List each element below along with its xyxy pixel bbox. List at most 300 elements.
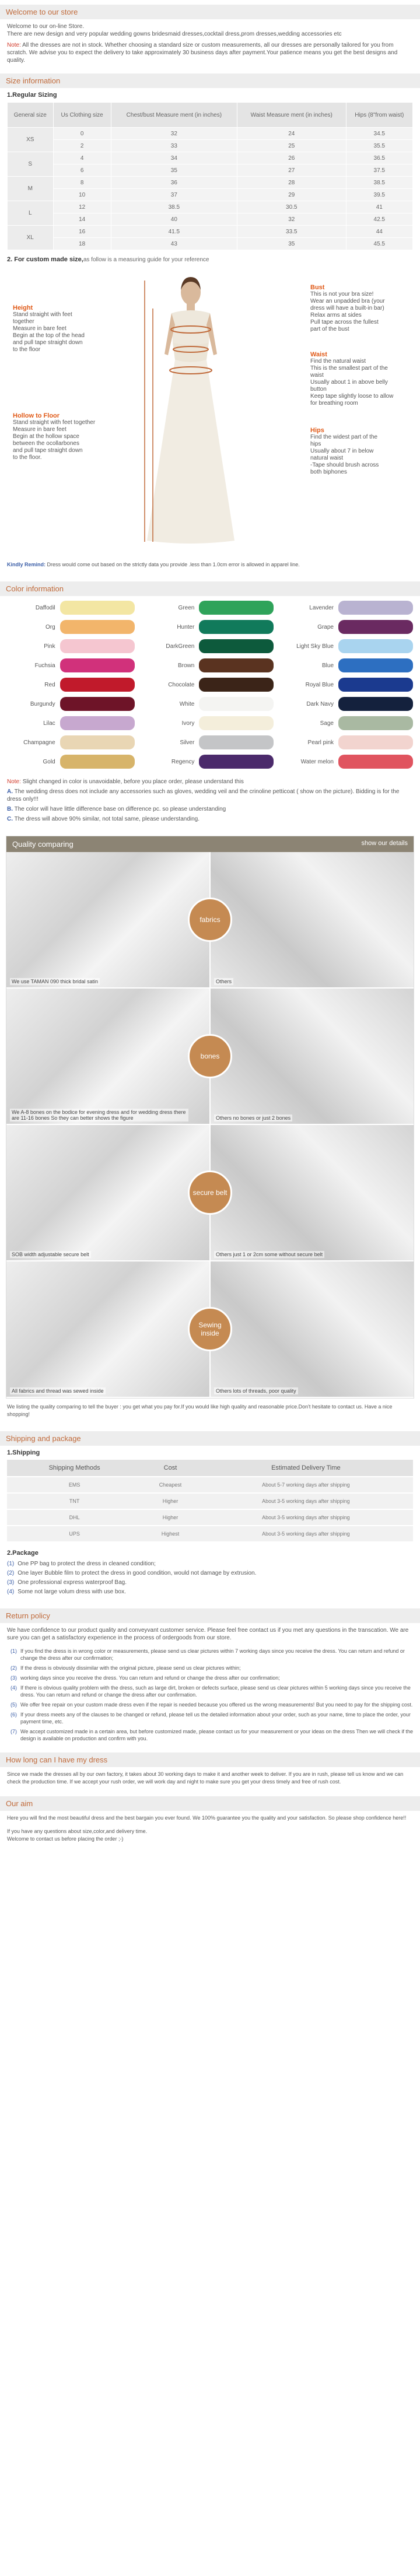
return-item-text: If there is obvious quality problem with the dress, such as large dirt, broken or defects surface, please send us clear pictures within 5 working days since you receive the dress. You can return and refund or change the dress after our confirmation. <box>20 1685 411 1698</box>
color-section <box>0 581 420 823</box>
return-section <box>0 1608 420 1742</box>
package-item <box>0 1579 420 1586</box>
color-option <box>146 716 274 730</box>
welcome-line2: There are new design and very popular wedding gowns bridesmaid dresses,cocktail dress,prom dresses,wedding accessories etc <box>7 31 342 37</box>
hips-label <box>310 427 410 476</box>
others-quality-photo <box>209 989 414 1124</box>
color-swatch <box>338 735 413 749</box>
how-long-section <box>0 1753 420 1786</box>
color-swatch <box>60 639 135 653</box>
color-swatch <box>60 658 135 672</box>
color-name: Daffodil <box>35 604 55 611</box>
package-item-text: One PP bag to protect the dress in cleaned condition; <box>18 1561 156 1567</box>
color-option <box>146 620 274 634</box>
shipping-row <box>7 1526 413 1541</box>
height-title: Height <box>13 304 33 311</box>
size-value-cell: 33 <box>111 140 237 152</box>
package-item-text: One layer Bubble film to protect the dress in good condition, would not damage by extrusion. <box>18 1570 257 1576</box>
package-item-text: Some not large volum dress with use box. <box>18 1589 126 1595</box>
color-swatch <box>199 716 274 730</box>
waist-label <box>310 351 415 407</box>
size-header: General size <box>8 103 54 128</box>
color-name: Silver <box>180 739 195 746</box>
kindly-remind-label: Kindly Remind: <box>7 562 46 567</box>
color-name: Ivory <box>181 720 195 727</box>
bust-label <box>310 284 410 333</box>
return-item <box>0 1701 420 1708</box>
height-line: Measure in bare feet <box>13 325 66 332</box>
size-row <box>8 189 413 201</box>
quality-box <box>6 836 414 1399</box>
color-option <box>285 678 413 692</box>
size-row <box>8 128 413 140</box>
return-list <box>0 1648 420 1742</box>
shipping-header: Shipping Methods <box>7 1460 142 1477</box>
color-swatch <box>60 601 135 615</box>
color-swatch <box>60 678 135 692</box>
size-value-cell: 36 <box>111 177 237 189</box>
color-swatch <box>199 755 274 769</box>
color-swatch <box>199 601 274 615</box>
size-header: Waist Measure ment (in inches) <box>237 103 346 128</box>
height-line: Stand straight with feet together <box>13 311 72 325</box>
point-c-text: The dress will above 90% similar, not total same, please understanding. <box>14 816 200 822</box>
quality-row <box>6 989 414 1125</box>
quality-header <box>6 836 414 852</box>
size-value-cell: 10 <box>53 189 111 201</box>
bust-line: Wear an unpadded bra (your <box>310 298 385 304</box>
quality-badge: Sewing inside <box>188 1307 232 1351</box>
our-quality-caption: We A-8 bones on the bodice for evening dress and for wedding dress there are 11-16 bones So they can better shows the figure <box>10 1109 188 1121</box>
color-name: Grape <box>317 623 334 630</box>
color-option <box>7 620 135 634</box>
color-option <box>146 678 274 692</box>
color-name: Hunter <box>177 623 195 630</box>
hollow-line: and pull tape straight down <box>13 447 83 454</box>
hollow-title: Hollow to Floor <box>13 412 60 419</box>
size-table <box>7 102 413 250</box>
size-value-cell: 8 <box>53 177 111 189</box>
size-value-cell: 29 <box>237 189 346 201</box>
color-swatch <box>199 697 274 711</box>
size-value-cell: 12 <box>53 201 111 213</box>
size-value-cell: 24 <box>237 128 346 140</box>
color-name: Dark Navy <box>306 700 334 707</box>
dress-figure <box>141 272 240 546</box>
color-option <box>285 735 413 749</box>
shipping-cell: About 3-5 working days after shipping <box>199 1493 413 1509</box>
color-option <box>146 735 274 749</box>
color-swatch <box>60 697 135 711</box>
quality-row <box>6 1261 414 1398</box>
package-item-number: (1) <box>7 1561 15 1567</box>
color-option <box>146 601 274 615</box>
color-option <box>7 639 135 653</box>
hips-title: Hips <box>310 427 324 434</box>
color-name: Green <box>178 604 195 611</box>
size-value-cell: 45.5 <box>346 238 412 250</box>
return-item-text: If you find the dress is in wrong color or measurements, please send us clear pictures within 7 working days since you receive the dress. You can return and refund or change the dress after our confirmation; <box>20 1648 405 1661</box>
color-swatch <box>60 755 135 769</box>
color-option <box>146 639 274 653</box>
how-long-text: Since we made the dresses all by our own factory, it takes about 30 working days to make it and another week to deliver. If you are in rush, please tell us know and we can check the production time. If we accept your rush order, we will work day and night to make sure you get your dress timely and free of rush cost. <box>7 1771 404 1785</box>
color-option <box>7 678 135 692</box>
size-header: Hips (8"from waist) <box>346 103 412 128</box>
our-quality-caption: SOB width adjustable secure belt <box>10 1251 91 1258</box>
color-swatch <box>199 658 274 672</box>
bust-line: This is not your bra size! <box>310 291 374 297</box>
color-option <box>285 697 413 711</box>
size-value-cell: 30.5 <box>237 201 346 213</box>
size-value-cell: 16 <box>53 226 111 238</box>
aim-line2: Welcome to contact us before placing the order ;-) <box>7 1836 124 1842</box>
color-note <box>0 778 420 786</box>
shipping-row <box>7 1509 413 1526</box>
hollow-line: to the floor. <box>13 454 42 461</box>
show-details-link[interactable]: show our details <box>361 840 408 847</box>
quality-badge: secure belt <box>188 1170 232 1215</box>
color-swatch <box>338 697 413 711</box>
size-value-cell: 34.5 <box>346 128 412 140</box>
color-name: Pearl pink <box>307 739 334 746</box>
height-line: to the floor <box>13 346 41 353</box>
size-row <box>8 140 413 152</box>
color-name: White <box>179 700 195 707</box>
color-name: Light Sky Blue <box>296 643 334 650</box>
shipping-cell: UPS <box>7 1526 142 1541</box>
welcome-section <box>0 0 420 64</box>
welcome-note-label: Note: <box>7 42 21 48</box>
package-item-text: One professional express waterproof Bag. <box>18 1579 127 1586</box>
color-option <box>146 755 274 769</box>
return-item <box>0 1648 420 1662</box>
shipping-header: Cost <box>142 1460 199 1477</box>
color-name: Lavender <box>309 604 334 611</box>
shipping-heading: 1.Shipping <box>7 1449 40 1456</box>
shipping-cell: EMS <box>7 1477 142 1493</box>
package-list <box>0 1560 420 1596</box>
shipping-table <box>7 1460 413 1541</box>
size-value-cell: 41 <box>346 201 412 213</box>
shipping-row <box>7 1477 413 1493</box>
color-option <box>7 716 135 730</box>
size-value-cell: 18 <box>53 238 111 250</box>
return-item-text: We offer free repair on your custom made dress even if the repair is needed because you offered us the wrong measurements! But you need to pay for the shipping cost. <box>20 1702 413 1708</box>
shipping-cell: Higher <box>142 1493 199 1509</box>
color-name: Fuchsia <box>34 662 55 669</box>
size-row <box>8 177 413 189</box>
our-quality-caption: All fabrics and thread was sewed inside <box>10 1387 106 1394</box>
regular-sizing-heading: 1.Regular Sizing <box>7 92 57 99</box>
size-value-cell: 35 <box>111 164 237 177</box>
size-cell: S <box>8 152 54 177</box>
size-title: Size information <box>0 73 420 88</box>
color-swatch <box>338 601 413 615</box>
return-item <box>0 1728 420 1742</box>
our-quality-photo <box>6 989 209 1124</box>
kindly-remind <box>0 561 420 569</box>
size-cell: XL <box>8 226 54 250</box>
hollow-label <box>13 412 100 461</box>
size-value-cell: 14 <box>53 213 111 226</box>
return-item <box>0 1711 420 1725</box>
color-swatch <box>199 639 274 653</box>
shipping-title: Shipping and package <box>0 1431 420 1446</box>
color-swatch <box>338 678 413 692</box>
return-item-number: (5) <box>10 1702 17 1708</box>
color-option <box>285 601 413 615</box>
size-row <box>8 213 413 226</box>
package-item-number: (3) <box>7 1579 15 1586</box>
color-option <box>285 620 413 634</box>
our-quality-photo <box>6 1261 209 1397</box>
size-cell: L <box>8 201 54 226</box>
color-note-label: Note: <box>7 779 21 785</box>
color-option <box>285 716 413 730</box>
size-row <box>8 201 413 213</box>
hips-line: both biphones <box>310 469 347 475</box>
shipping-cell: Higher <box>142 1509 199 1526</box>
size-value-cell: 44 <box>346 226 412 238</box>
quality-row <box>6 852 414 989</box>
return-item-number: (2) <box>10 1665 17 1671</box>
our-quality-photo <box>6 852 209 987</box>
aim-line1: If you have any questions about size,color,and delivery time. <box>7 1828 148 1834</box>
waist-line: Usually about 1 in above belly <box>310 379 388 385</box>
color-swatch <box>338 755 413 769</box>
size-value-cell: 40 <box>111 213 237 226</box>
size-value-cell: 27 <box>237 164 346 177</box>
size-section <box>0 73 420 569</box>
bust-line: Pull tape across the fullest <box>310 319 379 325</box>
size-value-cell: 4 <box>53 152 111 164</box>
color-option <box>285 639 413 653</box>
hips-line: Usually about 7 in below <box>310 448 374 454</box>
shipping-cell: About 3-5 working days after shipping <box>199 1526 413 1541</box>
color-swatch <box>199 678 274 692</box>
size-value-cell: 37 <box>111 189 237 201</box>
welcome-note-text: All the dresses are not in stock. Whether choosing a standard size or custom measurements, all our dresses are personally tailored for you from scratch. We advise you to expect the delivery to take approximately 30 business days after payment.Your patience means you get the best designs and quality. <box>7 42 398 64</box>
shipping-cell: TNT <box>7 1493 142 1509</box>
color-option <box>7 735 135 749</box>
waist-line: button <box>310 386 327 392</box>
size-value-cell: 43 <box>111 238 237 250</box>
shipping-section <box>0 1431 420 1596</box>
hollow-line: Measure in bare feet <box>13 426 66 433</box>
return-item-number: (4) <box>10 1685 17 1691</box>
shipping-cell: Highest <box>142 1526 199 1541</box>
size-row <box>8 238 413 250</box>
hips-line: natural waist <box>310 455 344 461</box>
color-swatch <box>338 658 413 672</box>
size-header: Us Clothing size <box>53 103 111 128</box>
color-option <box>7 755 135 769</box>
aim-section <box>0 1796 420 1843</box>
color-point-a <box>0 788 420 803</box>
kindly-remind-text: Dress would come out based on the strictly data you provide .less than 1.0cm error is allowed in apparel line. <box>47 562 300 567</box>
return-title: Return policy <box>0 1608 420 1623</box>
size-value-cell: 35 <box>237 238 346 250</box>
color-name: Royal Blue <box>305 681 334 688</box>
color-option <box>146 658 274 672</box>
waist-line: for breathing room <box>310 400 358 406</box>
return-item-number: (3) <box>10 1675 17 1681</box>
hollow-line: between the ocollarbones <box>13 440 79 447</box>
size-cell: XS <box>8 128 54 152</box>
waist-line: Find the natural waist <box>310 358 366 365</box>
custom-size-heading <box>0 256 420 263</box>
color-option <box>285 755 413 769</box>
hollow-line: Stand straight with feet together <box>13 419 96 426</box>
return-item-text: We accept customized made in a certain area, but before customized made, please contact us for your measurement or your ideas on the dress Then we will check if the design is available on production and confirm with you. <box>20 1729 414 1741</box>
package-item <box>0 1569 420 1577</box>
color-option <box>7 697 135 711</box>
welcome-line1: Welcome to our on-line Store. <box>7 23 85 30</box>
color-name: Red <box>44 681 55 688</box>
quality-badge: bones <box>188 1034 232 1078</box>
shipping-cell: DHL <box>7 1509 142 1526</box>
return-item-text: working days since you receive the dress. You can return and refund or change the dress after our confirmation; <box>20 1675 280 1681</box>
quality-row <box>6 1125 414 1261</box>
package-item-number: (4) <box>7 1589 15 1595</box>
custom-size-heading-rest: as follow is a measuring guide for your reference <box>83 257 209 263</box>
size-value-cell: 36.5 <box>346 152 412 164</box>
color-title: Color information <box>0 581 420 596</box>
hips-line: hips <box>310 441 321 447</box>
color-name: DarkGreen <box>166 643 195 650</box>
package-heading: 2.Package <box>7 1550 38 1557</box>
shipping-cell: Cheapest <box>142 1477 199 1493</box>
shipping-row <box>7 1493 413 1509</box>
point-c-label: C. <box>7 816 13 822</box>
our-quality-caption: We use TAMAN 090 thick bridal satin <box>10 978 100 985</box>
point-a-text: The wedding dress does not include any accessories such as gloves, wedding veil and the crinoline petticoat ( show on the picture). Bidding is for the dress only!!! <box>7 788 400 802</box>
size-value-cell: 6 <box>53 164 111 177</box>
color-swatch <box>338 620 413 634</box>
point-a-label: A. <box>7 788 13 795</box>
size-value-cell: 28 <box>237 177 346 189</box>
size-value-cell: 39.5 <box>346 189 412 201</box>
height-line: Begin at the top of the head <box>13 332 85 339</box>
size-value-cell: 35.5 <box>346 140 412 152</box>
welcome-note <box>0 41 420 64</box>
color-option <box>146 697 274 711</box>
return-item-text: If your dress meets any of the clauses to be changed or refund, please tell us the detailed information about your order, such as your name, time to place the order, your payment time, etc. <box>20 1712 411 1725</box>
others-quality-photo <box>209 852 414 987</box>
aim-text: Here you will find the most beautiful dress and the best bargain you ever found. We 100% guarantee you the quality and your satisfaction. So please shop confidence here!! <box>7 1815 407 1821</box>
size-value-cell: 0 <box>53 128 111 140</box>
size-cell: M <box>8 177 54 201</box>
size-value-cell: 25 <box>237 140 346 152</box>
color-name: Water melon <box>300 758 334 765</box>
shipping-cell: About 5-7 working days after shipping <box>199 1477 413 1493</box>
hollow-line: Begin at the hollow space <box>13 433 79 440</box>
return-intro: We have confidence to our product quality and conveyvant customer service. Please feel free contact us if you met any questions in the transcation. We are sure you can get a satisfactory experience in the process of ordergoods from our store. <box>7 1627 409 1641</box>
aim-title: Our aim <box>0 1796 420 1811</box>
waist-line: waist <box>310 372 324 378</box>
size-value-cell: 41.5 <box>111 226 237 238</box>
others-quality-caption: Others just 1 or 2cm some without secure belt <box>214 1251 324 1258</box>
waist-title: Waist <box>310 351 327 358</box>
color-name: Regency <box>171 758 195 765</box>
color-grid <box>7 601 413 769</box>
return-item-text: If the dress is obviously dissimilar with the original picture, please send us clear pictures within; <box>20 1665 241 1671</box>
color-name: Blue <box>321 662 334 669</box>
color-name: Org <box>45 623 55 630</box>
size-header: Chest/bust Measure ment (in inches) <box>111 103 237 128</box>
package-item <box>0 1588 420 1596</box>
waist-line: This is the smallest part of the <box>310 365 388 371</box>
waist-line: Keep tape slightly loose to allow <box>310 393 394 399</box>
color-point-c <box>0 815 420 823</box>
quality-badge: fabrics <box>188 898 232 942</box>
bust-title: Bust <box>310 284 325 291</box>
color-name: Burgundy <box>30 700 55 707</box>
height-line: and pull tape straight down <box>13 339 83 346</box>
size-row <box>8 164 413 177</box>
quality-title: Quality comparing <box>12 840 74 849</box>
hips-line: Find the widest part of the <box>310 434 378 440</box>
size-value-cell: 33.5 <box>237 226 346 238</box>
size-value-cell: 34 <box>111 152 237 164</box>
size-row <box>8 226 413 238</box>
return-item-number: (1) <box>10 1648 17 1654</box>
return-item <box>0 1674 420 1681</box>
welcome-title: Welcome to our store <box>0 5 420 19</box>
others-quality-caption: Others no bones or just 2 bones <box>214 1114 292 1121</box>
color-swatch <box>338 639 413 653</box>
others-quality-caption: Others lots of threads, poor quality <box>214 1387 298 1394</box>
size-value-cell: 37.5 <box>346 164 412 177</box>
color-swatch <box>60 716 135 730</box>
color-name: Lilac <box>43 720 55 727</box>
color-option <box>7 601 135 615</box>
quality-footer: We listing the quality comparing to tell the buyer : you get what you pay for.If you would like high quality and reasonable price.Don't hesitate to contact us. Have a nice shopping! <box>7 1404 393 1417</box>
color-swatch <box>60 620 135 634</box>
hips-line: -Tape should brush across <box>310 462 379 468</box>
others-quality-photo <box>209 1261 414 1397</box>
color-name: Chocolate <box>168 681 195 688</box>
color-swatch <box>199 735 274 749</box>
point-b-label: B. <box>7 806 13 812</box>
our-quality-photo <box>6 1125 209 1260</box>
color-name: Champagne <box>23 739 55 746</box>
bust-line: part of the bust <box>310 326 349 332</box>
size-value-cell: 2 <box>53 140 111 152</box>
color-option <box>7 658 135 672</box>
others-quality-photo <box>209 1125 414 1260</box>
custom-size-heading-bold: 2. For custom made size, <box>7 256 83 263</box>
color-swatch <box>199 620 274 634</box>
return-item <box>0 1664 420 1671</box>
height-label <box>13 304 94 353</box>
size-value-cell: 26 <box>237 152 346 164</box>
size-value-cell: 42.5 <box>346 213 412 226</box>
others-quality-caption: Others <box>214 978 233 985</box>
package-item-number: (2) <box>7 1570 15 1576</box>
color-point-b <box>0 805 420 813</box>
return-item <box>0 1684 420 1698</box>
size-value-cell: 38.5 <box>111 201 237 213</box>
color-swatch <box>338 716 413 730</box>
color-name: Pink <box>44 643 55 650</box>
return-item-number: (6) <box>10 1712 17 1718</box>
size-row <box>8 152 413 164</box>
bust-line: Relax arms at sides <box>310 312 362 318</box>
color-note-text: Slight changed in color is unavoidable, before you place order, please understand this <box>22 779 244 785</box>
measuring-guide <box>7 267 413 561</box>
color-swatch <box>60 735 135 749</box>
